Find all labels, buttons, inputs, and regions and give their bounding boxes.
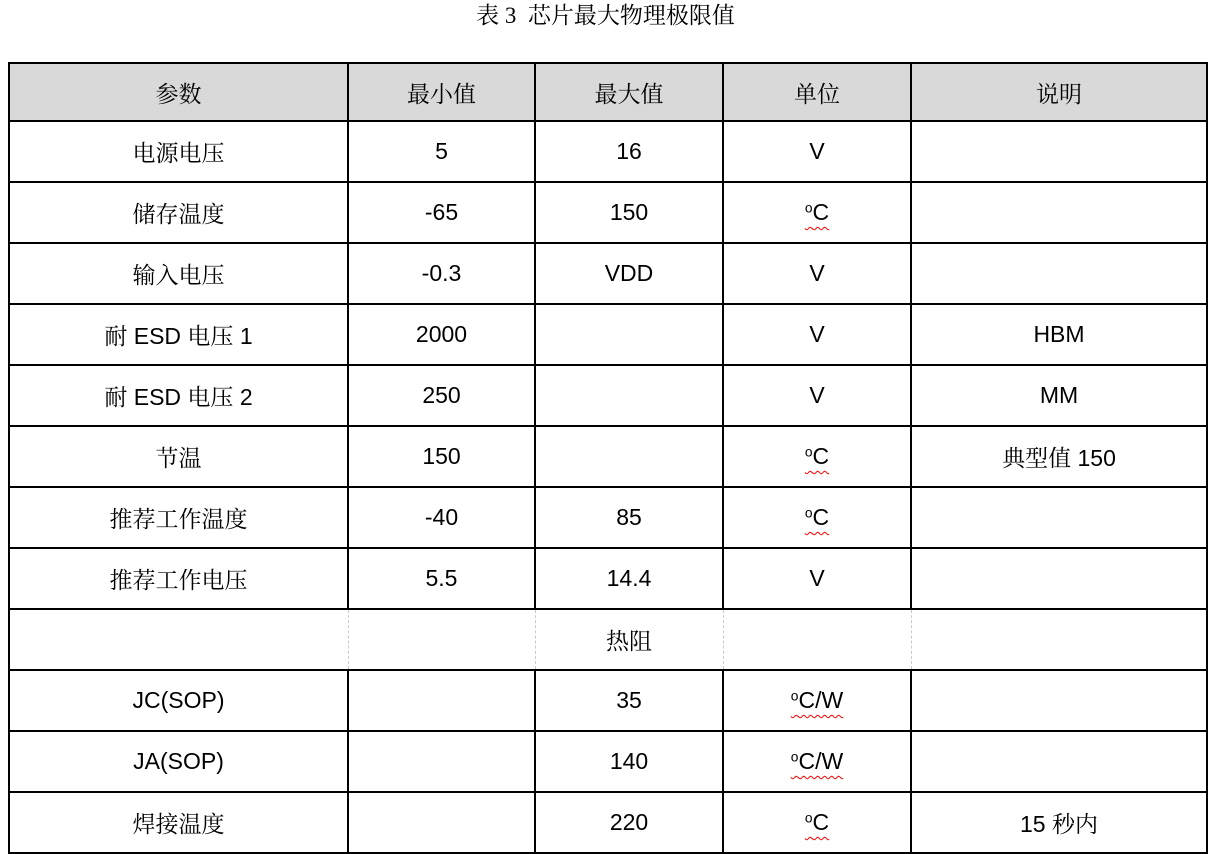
max-cell: 140	[535, 731, 723, 792]
min-cell: -0.3	[348, 243, 535, 304]
min-cell: 5	[348, 121, 535, 182]
param-cell: 节温	[9, 426, 348, 487]
table-cell	[348, 609, 535, 670]
min-cell: 150	[348, 426, 535, 487]
table-caption: 表 3 芯片最大物理极限值	[476, 3, 735, 28]
column-header: 参数	[9, 63, 348, 121]
table-body	[9, 121, 1207, 853]
table-row	[9, 548, 1207, 609]
section-label-cell: 热阻	[535, 609, 723, 670]
unit-value: $^o$C	[804, 504, 830, 530]
unit-cell: V	[723, 548, 911, 609]
max-cell: 14.4	[535, 548, 723, 609]
max-cell	[535, 304, 723, 365]
table-row	[9, 365, 1207, 426]
table-cell	[723, 609, 911, 670]
table-header	[9, 63, 1207, 121]
param-cell: 耐 ESD 电压 2	[9, 365, 348, 426]
table-cell	[9, 609, 348, 670]
table-row	[9, 609, 1207, 670]
max-cell: 35	[535, 670, 723, 731]
max-cell	[535, 426, 723, 487]
note-cell: HBM	[911, 304, 1207, 365]
min-cell: 250	[348, 365, 535, 426]
unit-value: $^o$C	[804, 809, 830, 835]
table-cell	[911, 609, 1207, 670]
column-header: 最大值	[535, 63, 723, 121]
unit-value: $^o$C	[804, 443, 830, 469]
param-cell: 储存温度	[9, 182, 348, 243]
min-cell: 5.5	[348, 548, 535, 609]
unit-value: $^o$C/W	[790, 748, 844, 774]
column-header: 最小值	[348, 63, 535, 121]
table-row	[9, 731, 1207, 792]
unit-value: $^o$C/W	[790, 687, 844, 713]
note-cell	[911, 548, 1207, 609]
param-cell: JC(SOP)	[9, 670, 348, 731]
max-cell: 220	[535, 792, 723, 853]
unit-cell	[723, 426, 911, 487]
param-cell: 推荐工作温度	[9, 487, 348, 548]
column-header: 说明	[911, 63, 1207, 121]
min-cell: 2000	[348, 304, 535, 365]
min-cell: -40	[348, 487, 535, 548]
param-cell: 焊接温度	[9, 792, 348, 853]
note-cell	[911, 487, 1207, 548]
unit-value: $^o$C	[804, 199, 830, 225]
param-cell: 推荐工作电压	[9, 548, 348, 609]
unit-cell	[723, 182, 911, 243]
table-row	[9, 182, 1207, 243]
table-row	[9, 243, 1207, 304]
max-ratings-table	[8, 62, 1208, 854]
note-cell	[911, 121, 1207, 182]
max-cell: 16	[535, 121, 723, 182]
param-cell: 电源电压	[9, 121, 348, 182]
param-cell: 耐 ESD 电压 1	[9, 304, 348, 365]
param-cell: JA(SOP)	[9, 731, 348, 792]
max-cell	[535, 365, 723, 426]
note-cell: 典型值 150	[911, 426, 1207, 487]
max-cell: 85	[535, 487, 723, 548]
min-cell	[348, 731, 535, 792]
table-row	[9, 487, 1207, 548]
note-cell	[911, 731, 1207, 792]
unit-cell	[723, 792, 911, 853]
note-cell	[911, 243, 1207, 304]
note-cell: MM	[911, 365, 1207, 426]
header-row	[9, 63, 1207, 121]
param-cell: 输入电压	[9, 243, 348, 304]
table-row	[9, 121, 1207, 182]
table-row	[9, 670, 1207, 731]
note-cell	[911, 670, 1207, 731]
unit-cell: V	[723, 365, 911, 426]
table-row	[9, 304, 1207, 365]
min-cell: -65	[348, 182, 535, 243]
table-row	[9, 792, 1207, 853]
column-header: 单位	[723, 63, 911, 121]
max-cell: VDD	[535, 243, 723, 304]
table-row	[9, 426, 1207, 487]
unit-cell: V	[723, 304, 911, 365]
max-cell: 150	[535, 182, 723, 243]
min-cell	[348, 670, 535, 731]
unit-cell	[723, 487, 911, 548]
min-cell	[348, 792, 535, 853]
note-cell: 15 秒内	[911, 792, 1207, 853]
unit-cell	[723, 670, 911, 731]
unit-cell	[723, 731, 911, 792]
unit-cell: V	[723, 243, 911, 304]
unit-cell: V	[723, 121, 911, 182]
note-cell	[911, 182, 1207, 243]
